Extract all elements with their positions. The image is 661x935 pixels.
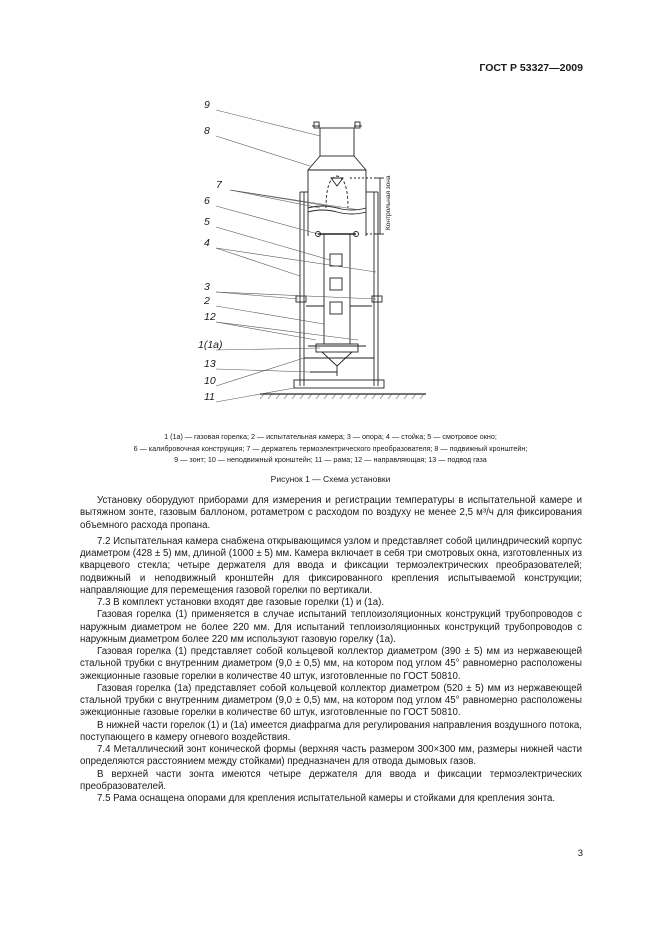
paragraph: Газовая горелка (1) представляет собой кольцевой коллектор диаметром (390 ± 5) мм из нержавеющей стальной трубки с внутренним диаметром (9,0 ± 0,5) мм, на котором под углом 45° равномерно расположены эжекционные газовые горелки в количестве 40 штук, изготовленные по ГОСТ 50810.: [80, 646, 582, 682]
callout-8: 8: [204, 125, 210, 137]
callout-1: 1(1a): [198, 339, 223, 351]
viewing-window-2: [330, 278, 342, 290]
callout-2: 2: [204, 295, 210, 307]
paragraph: Установку оборудуют приборами для измерения и регистрации температуры в испытательной камере и вытяжном зонте, газовым баллоном, ротаметром с расходом по воздуху не менее 2,5 м³/ч для фиксирования объемного расхода пропана.: [80, 495, 582, 531]
paragraph: В верхней части зонта имеются четыре держателя для ввода и фиксации термоэлектрических преобразователей.: [80, 768, 582, 792]
viewing-window-1: [330, 254, 342, 266]
document-header: ГОСТ Р 53327—2009: [479, 62, 583, 74]
frame: [294, 380, 384, 388]
callout-12: 12: [204, 311, 216, 323]
page-number: 3: [577, 848, 583, 859]
hood-top-box: [320, 128, 354, 156]
paragraph: 7.2 Испытательная камера снабжена открывающимся узлом и представляет собой цилиндрический корпус диаметром (428 ± 5) мм, длиной (1000 ± 5) мм. Камера включает в себя три смотровых окна, изготовленных из кварцевого стекла; четыре держателя для ввода и фиксации термоэлектрических преобразователей; подвижный и неподвижный кронштейн для фиксированного крепления испытываемой конструкции; направляющие для перемещения газовой горелки по вертикали.: [80, 535, 582, 596]
legend-line: 6 — калибровочная конструкция; 7 — держатель термоэлектрического преобразователя; 8 — подвижный кронштейн;: [133, 443, 528, 453]
figure-legend: [40, 431, 621, 466]
legend-line: 9 — зонт; 10 — неподвижный кронштейн; 11 — рама; 12 — направляющая; 13 — подвод газа: [174, 455, 487, 465]
body-text: [80, 492, 582, 805]
callout-11: 11: [204, 391, 215, 403]
legend-line: 1 (1а) — газовая горелка; 2 — испытательная камера; 3 — опора; 4 — стойка; 5 — смотровое окно;: [164, 432, 497, 441]
callout-6: 6: [204, 195, 210, 207]
installation-scheme-drawing: [190, 96, 450, 408]
paragraph: 7.4 Металлический зонт конической формы (верхняя часть размером 300×300 мм, размеры нижней части определяются расстоянием между стойками) предназначен для отвода дымовых газов.: [80, 744, 582, 768]
paragraph: 7.3 В комплект установки входят две газовые горелки (1) и (1а).: [97, 597, 385, 608]
callout-10: 10: [204, 375, 216, 387]
paragraph: В нижней части горелок (1) и (1а) имеется диафрагма для регулирования направления воздушного потока, поступающего в камеру огневого воздействия.: [80, 719, 582, 743]
callout-3: 3: [204, 281, 210, 293]
callout-4: 4: [204, 237, 210, 249]
paragraph: 7.5 Рама оснащена опорами для крепления испытательной камеры и стойками для крепления зонта.: [97, 793, 556, 804]
callout-9: 9: [204, 99, 210, 111]
control-zone-label: Контрольная зона: [385, 175, 392, 230]
gas-burner: [316, 344, 358, 352]
viewing-window-3: [330, 302, 342, 314]
test-chamber: [324, 234, 350, 344]
installation-diagram: [190, 96, 450, 408]
callout-13: 13: [204, 358, 216, 370]
paragraph: Газовая горелка (1а) представляет собой кольцевой коллектор диаметром (520 ± 5) мм из нержавеющей стальной трубки с внутренним диаметром (9,0 ± 0,5) мм, на котором под углом 45° равномерно расположены эжекционные газовые горелки в количестве 60 штук, изготовленные по ГОСТ 50810.: [80, 682, 582, 719]
figure-caption: Рисунок 1 — Схема установки: [270, 474, 391, 484]
paragraph: Газовая горелка (1) применяется в случае испытаний теплоизоляционных конструкций трубопроводов с наружным диаметром не более 220 мм. Для испытаний теплоизоляционных конструкций трубопроводов с наружным диаметром более 220 мм используют газовую горелку (1а).: [80, 609, 582, 645]
callout-5: 5: [204, 216, 210, 228]
callout-7: 7: [216, 179, 222, 191]
